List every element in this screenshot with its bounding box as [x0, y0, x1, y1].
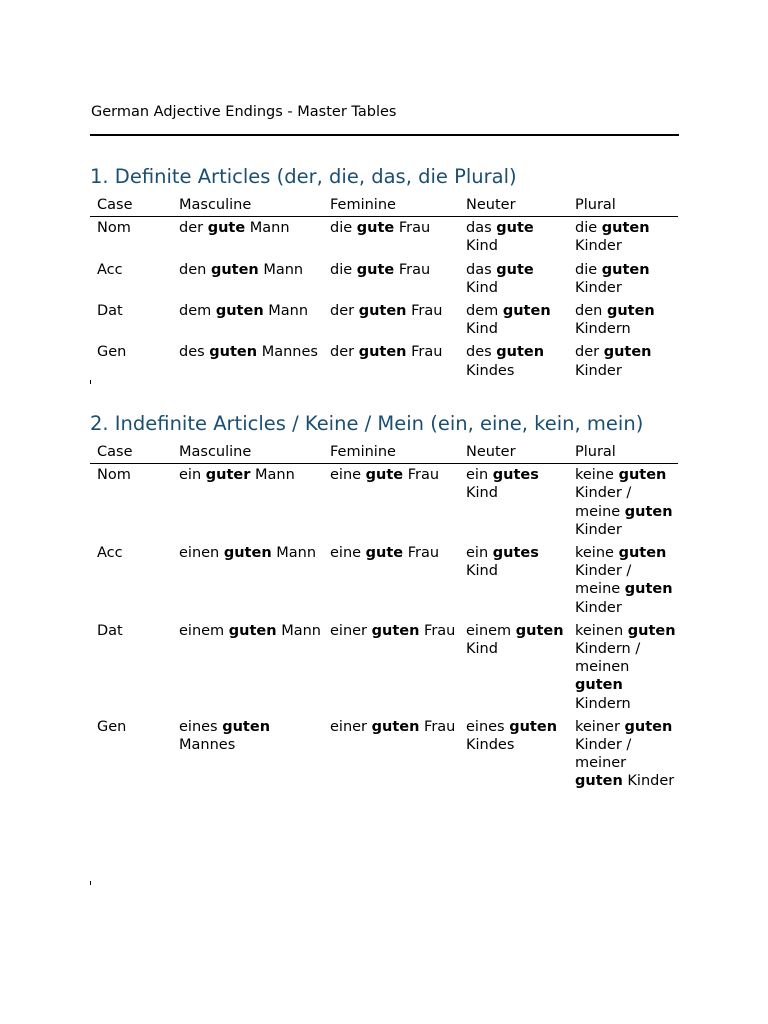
cell-text: Frau [394, 261, 431, 278]
indefinite-articles-table [90, 443, 678, 794]
cell-text: die [330, 220, 357, 237]
form-cell [459, 259, 568, 300]
form-cell [459, 464, 568, 542]
adjective-ending: guten [223, 545, 272, 562]
form-cell [568, 716, 678, 794]
cell-text: die [575, 261, 602, 278]
form-cell [172, 259, 323, 300]
cell-text: den [575, 303, 607, 320]
adjective-ending: guten [371, 622, 420, 639]
adjective-ending: guter [205, 467, 251, 484]
cell-text: Mann [276, 622, 321, 639]
table-header-row [90, 443, 678, 464]
cell-text: Kindes [466, 737, 515, 754]
adjective-ending: guten [358, 303, 407, 320]
cell-text: einer [330, 718, 372, 735]
adjective-ending: guten [618, 467, 667, 484]
cell-text: einem [466, 622, 516, 639]
form-cell [323, 300, 459, 341]
table-row [90, 620, 678, 716]
cell-text: des [466, 344, 497, 361]
form-cell [459, 341, 568, 382]
cell-text: Mann [271, 545, 317, 562]
adjective-ending: guten [575, 677, 623, 694]
page-title: German Adjective Endings - Master Tables [91, 104, 397, 120]
table-header-row [90, 196, 678, 217]
table-row [90, 341, 678, 382]
section-heading-definite: 1. Definite Articles (der, die, das, die Plural) [90, 165, 517, 188]
cell-text: ein [466, 545, 493, 562]
cell-text: Mann [245, 220, 290, 237]
form-cell [323, 217, 459, 259]
adjective-ending: guten [515, 622, 564, 639]
cell-text: der [330, 344, 359, 361]
form-cell [323, 464, 459, 542]
cell-text: Kinder / meine [575, 563, 632, 598]
cell-text: einem [179, 622, 229, 639]
definite-articles-table [90, 196, 678, 383]
cell-text: Frau [419, 622, 456, 639]
cell-text: Kinder [575, 238, 622, 255]
column-header: Feminine [323, 196, 459, 217]
case-cell: Dat [97, 303, 123, 320]
cell-text: Kind [466, 279, 498, 296]
form-cell [568, 620, 678, 716]
table-row [90, 300, 678, 341]
cell-text: der [330, 303, 359, 320]
adjective-ending: guten [627, 622, 676, 639]
cell-text: Kindern [575, 695, 631, 712]
table-row [90, 464, 678, 542]
column-header: Plural [568, 196, 678, 217]
form-cell [172, 464, 323, 542]
adjective-ending: guten [222, 718, 271, 735]
cell-text: Mann [250, 467, 295, 484]
column-header: Neuter [459, 196, 568, 217]
form-cell [172, 341, 323, 382]
adjective-ending: gute [365, 467, 404, 484]
cell-text: die [330, 261, 357, 278]
cell-text: eines [466, 718, 510, 735]
adjective-ending: guten [210, 261, 259, 278]
cell-text: eine [330, 545, 366, 562]
form-cell [323, 716, 459, 794]
cell-text: Kinder [575, 279, 622, 296]
cell-text: Mann [258, 261, 304, 278]
adjective-ending: guten [603, 344, 652, 361]
adjective-ending: gute [356, 220, 395, 237]
form-cell [459, 542, 568, 620]
form-cell [459, 716, 568, 794]
table-end-mark [90, 380, 91, 384]
form-cell [568, 341, 678, 382]
adjective-ending: guten [496, 344, 545, 361]
adjective-ending: guten [601, 261, 650, 278]
table-row [90, 542, 678, 620]
form-cell [568, 259, 678, 300]
form-cell [172, 620, 323, 716]
adjective-ending: guten [606, 303, 655, 320]
cell-text: keinen [575, 622, 628, 639]
form-cell [323, 259, 459, 300]
case-cell: Dat [97, 622, 123, 639]
column-header: Case [90, 196, 172, 217]
form-cell [172, 300, 323, 341]
cell-text: Kindern [575, 321, 631, 338]
case-cell: Nom [97, 220, 131, 237]
table-row [90, 259, 678, 300]
adjective-ending: guten [358, 344, 407, 361]
adjective-ending: gute [496, 220, 534, 237]
form-cell [568, 217, 678, 259]
adjective-ending: guten [624, 718, 673, 735]
adjective-ending: gutes [492, 467, 539, 484]
table-end-mark [90, 881, 91, 885]
cell-text: Frau [394, 220, 431, 237]
cell-text: Frau [406, 303, 443, 320]
cell-text: einen [179, 545, 224, 562]
cell-text: einer [330, 622, 372, 639]
case-cell: Nom [97, 467, 131, 484]
cell-text: Kindes [466, 362, 515, 379]
case-cell: Gen [97, 344, 127, 361]
cell-text: Kinder [575, 362, 622, 379]
cell-text: der [575, 344, 604, 361]
cell-text: das [466, 261, 497, 278]
cell-text: dem [179, 303, 216, 320]
form-cell [172, 542, 323, 620]
adjective-ending: guten [618, 545, 667, 562]
form-cell [323, 341, 459, 382]
cell-text: das [466, 220, 497, 237]
table-row [90, 217, 678, 259]
case-cell: Acc [97, 545, 123, 562]
adjective-ending: gute [496, 261, 534, 278]
cell-text: Kinder [575, 521, 622, 538]
cell-text: Kind [466, 321, 498, 338]
column-header: Plural [568, 443, 678, 464]
cell-text: Kinder / meiner [575, 737, 632, 772]
cell-text: keine [575, 545, 619, 562]
cell-text: ein [466, 467, 493, 484]
adjective-ending: guten [209, 344, 258, 361]
cell-text: Frau [419, 718, 456, 735]
cell-text: keiner [575, 718, 625, 735]
cell-text: Kind [466, 563, 498, 580]
case-cell: Gen [97, 718, 127, 735]
column-header: Neuter [459, 443, 568, 464]
adjective-ending: guten [575, 773, 623, 790]
cell-text: der [179, 220, 208, 237]
adjective-ending: guten [509, 718, 558, 735]
cell-text: Mannes [179, 737, 236, 754]
cell-text: Kinder [575, 599, 622, 616]
adjective-ending: gute [365, 545, 404, 562]
adjective-ending: gute [207, 220, 246, 237]
adjective-ending: gutes [492, 545, 539, 562]
cell-text: eines [179, 718, 223, 735]
form-cell [459, 300, 568, 341]
cell-text: Kindern / meinen [575, 641, 641, 676]
column-header: Masculine [172, 443, 323, 464]
cell-text: Kinder [622, 773, 675, 790]
cell-text: eine [330, 467, 366, 484]
form-cell [459, 620, 568, 716]
cell-text: des [179, 344, 210, 361]
cell-text: Frau [403, 467, 440, 484]
form-cell [172, 716, 323, 794]
cell-text: Kind [466, 641, 498, 658]
adjective-ending: guten [228, 622, 277, 639]
cell-text: keine [575, 467, 619, 484]
section-heading-indefinite: 2. Indefinite Articles / Keine / Mein (ein, eine, kein, mein) [90, 412, 644, 435]
cell-text: Kind [466, 485, 498, 502]
case-cell: Acc [97, 261, 123, 278]
cell-text: die [575, 220, 602, 237]
adjective-ending: guten [371, 718, 420, 735]
form-cell [459, 217, 568, 259]
cell-text: Frau [406, 344, 443, 361]
cell-text: Mannes [257, 344, 318, 361]
form-cell [568, 464, 678, 542]
adjective-ending: guten [502, 303, 551, 320]
form-cell [172, 217, 323, 259]
adjective-ending: gute [356, 261, 395, 278]
cell-text: Kind [466, 238, 498, 255]
table-row [90, 716, 678, 794]
form-cell [568, 300, 678, 341]
adjective-ending: guten [624, 581, 673, 598]
cell-text: Mann [263, 303, 309, 320]
column-header: Feminine [323, 443, 459, 464]
cell-text: dem [466, 303, 503, 320]
cell-text: Frau [403, 545, 440, 562]
adjective-ending: guten [215, 303, 264, 320]
form-cell [323, 620, 459, 716]
cell-text: Kinder / meine [575, 485, 632, 520]
form-cell [323, 542, 459, 620]
cell-text: den [179, 261, 211, 278]
column-header: Masculine [172, 196, 323, 217]
title-divider [90, 134, 679, 136]
adjective-ending: guten [601, 220, 650, 237]
cell-text: ein [179, 467, 206, 484]
column-header: Case [90, 443, 172, 464]
form-cell [568, 542, 678, 620]
adjective-ending: guten [624, 503, 673, 520]
